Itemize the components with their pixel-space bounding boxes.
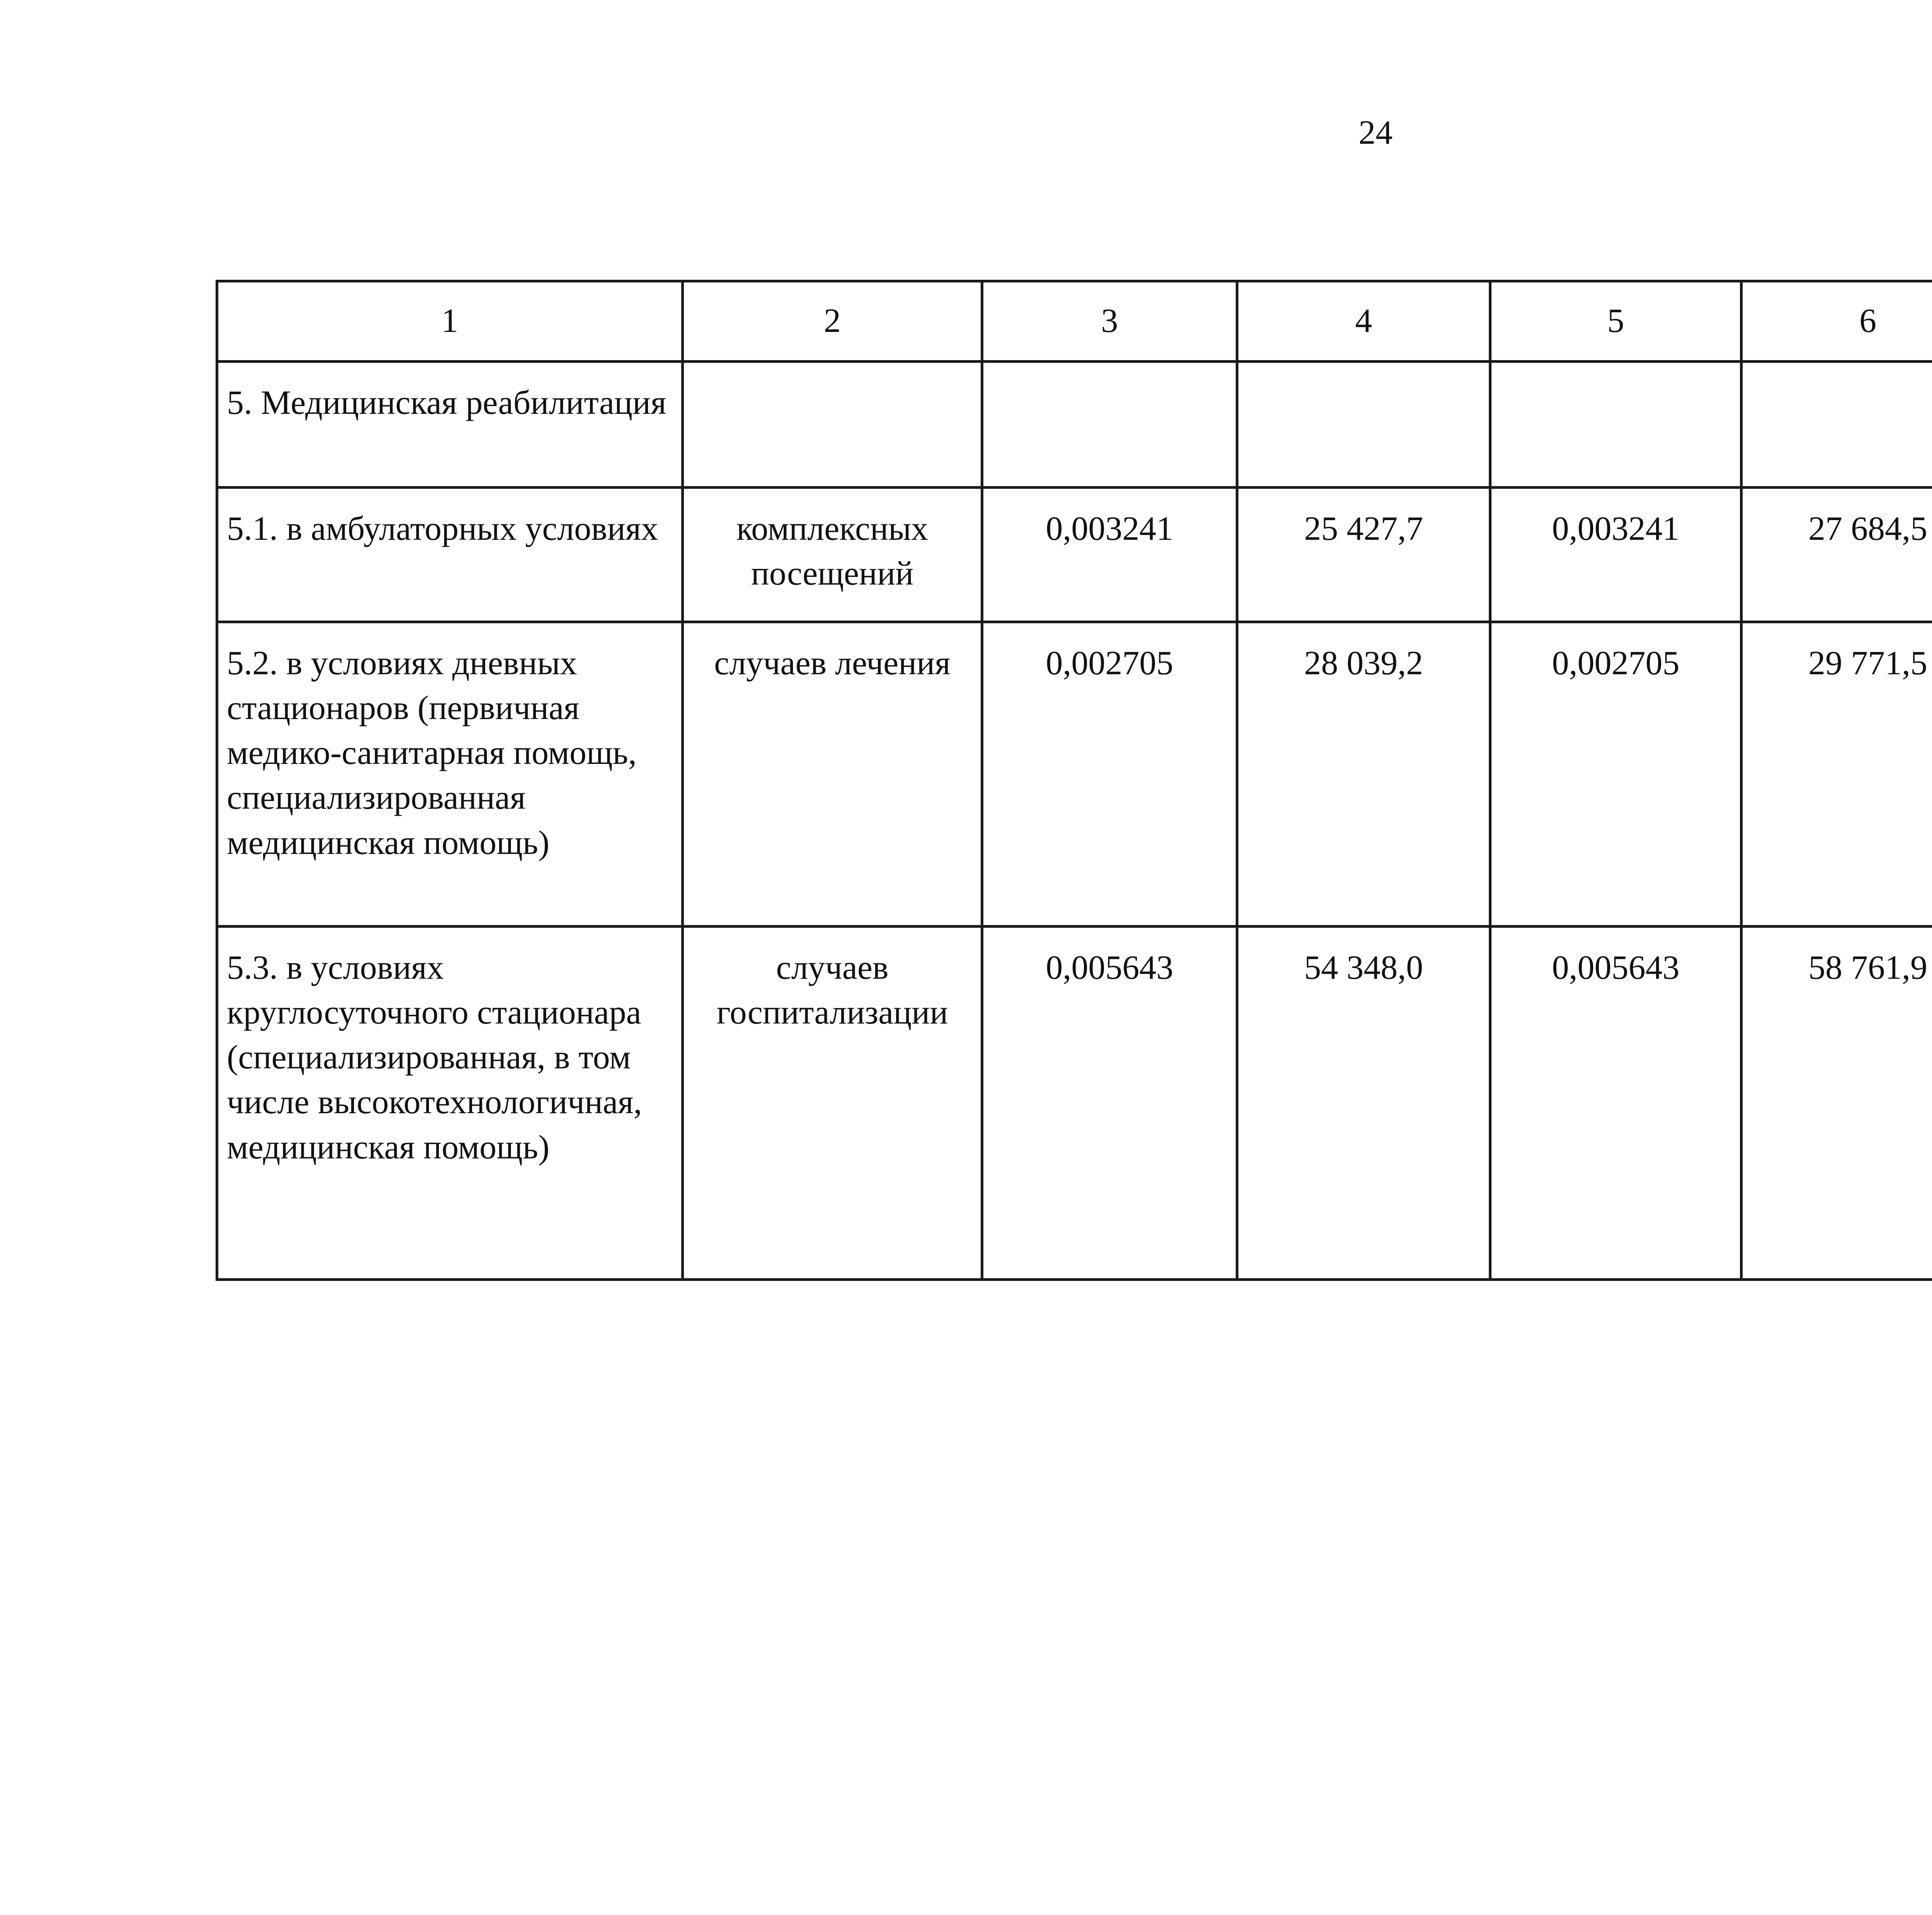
header-cell: 6 [1742, 281, 1932, 362]
page-number: 24 [1359, 114, 1393, 151]
table-header-row [217, 281, 1932, 362]
row-unit: случаев лечения [683, 622, 982, 927]
row-label: 5. Медицинская реабилитация [217, 362, 683, 488]
value-cell: 54 348,0 [1237, 927, 1490, 1280]
value-cell: 0,002705 [982, 622, 1237, 927]
value-cell: 0,002705 [1490, 622, 1742, 927]
row-label: 5.1. в амбулаторных условиях [217, 488, 683, 622]
value-cell: 29 771,5 [1742, 622, 1932, 927]
header-cell: 1 [217, 281, 683, 362]
value-cell: 0,003241 [982, 488, 1237, 622]
data-table [216, 280, 1932, 1281]
row-unit: случаев госпитализации [683, 927, 982, 1280]
value-cell: 0,003241 [1490, 488, 1742, 622]
value-cell [1742, 362, 1932, 488]
row-unit [683, 362, 982, 488]
row-unit: комплексных посещений [683, 488, 982, 622]
value-cell: 0,005643 [982, 927, 1237, 1280]
header-cell: 4 [1237, 281, 1490, 362]
value-cell: 25 427,7 [1237, 488, 1490, 622]
table-row [217, 927, 1932, 1280]
table-row [217, 488, 1932, 622]
table-row [217, 362, 1932, 488]
row-label: 5.3. в условиях круглосуточного стационара (специализированная, в том числе высокотехнологичная, медицинская помощь) [217, 927, 683, 1280]
value-cell: 0,005643 [1490, 927, 1742, 1280]
value-cell: 58 761,9 [1742, 927, 1932, 1280]
header-cell: 5 [1490, 281, 1742, 362]
value-cell [982, 362, 1237, 488]
header-cell: 2 [683, 281, 982, 362]
row-label: 5.2. в условиях дневных стационаров (первичная медико-санитарная помощь, специализированная медицинская помощь) [217, 622, 683, 927]
header-cell: 3 [982, 281, 1237, 362]
value-cell: 27 684,5 [1742, 488, 1932, 622]
table-row [217, 622, 1932, 927]
value-cell: 28 039,2 [1237, 622, 1490, 927]
value-cell [1490, 362, 1742, 488]
value-cell [1237, 362, 1490, 488]
